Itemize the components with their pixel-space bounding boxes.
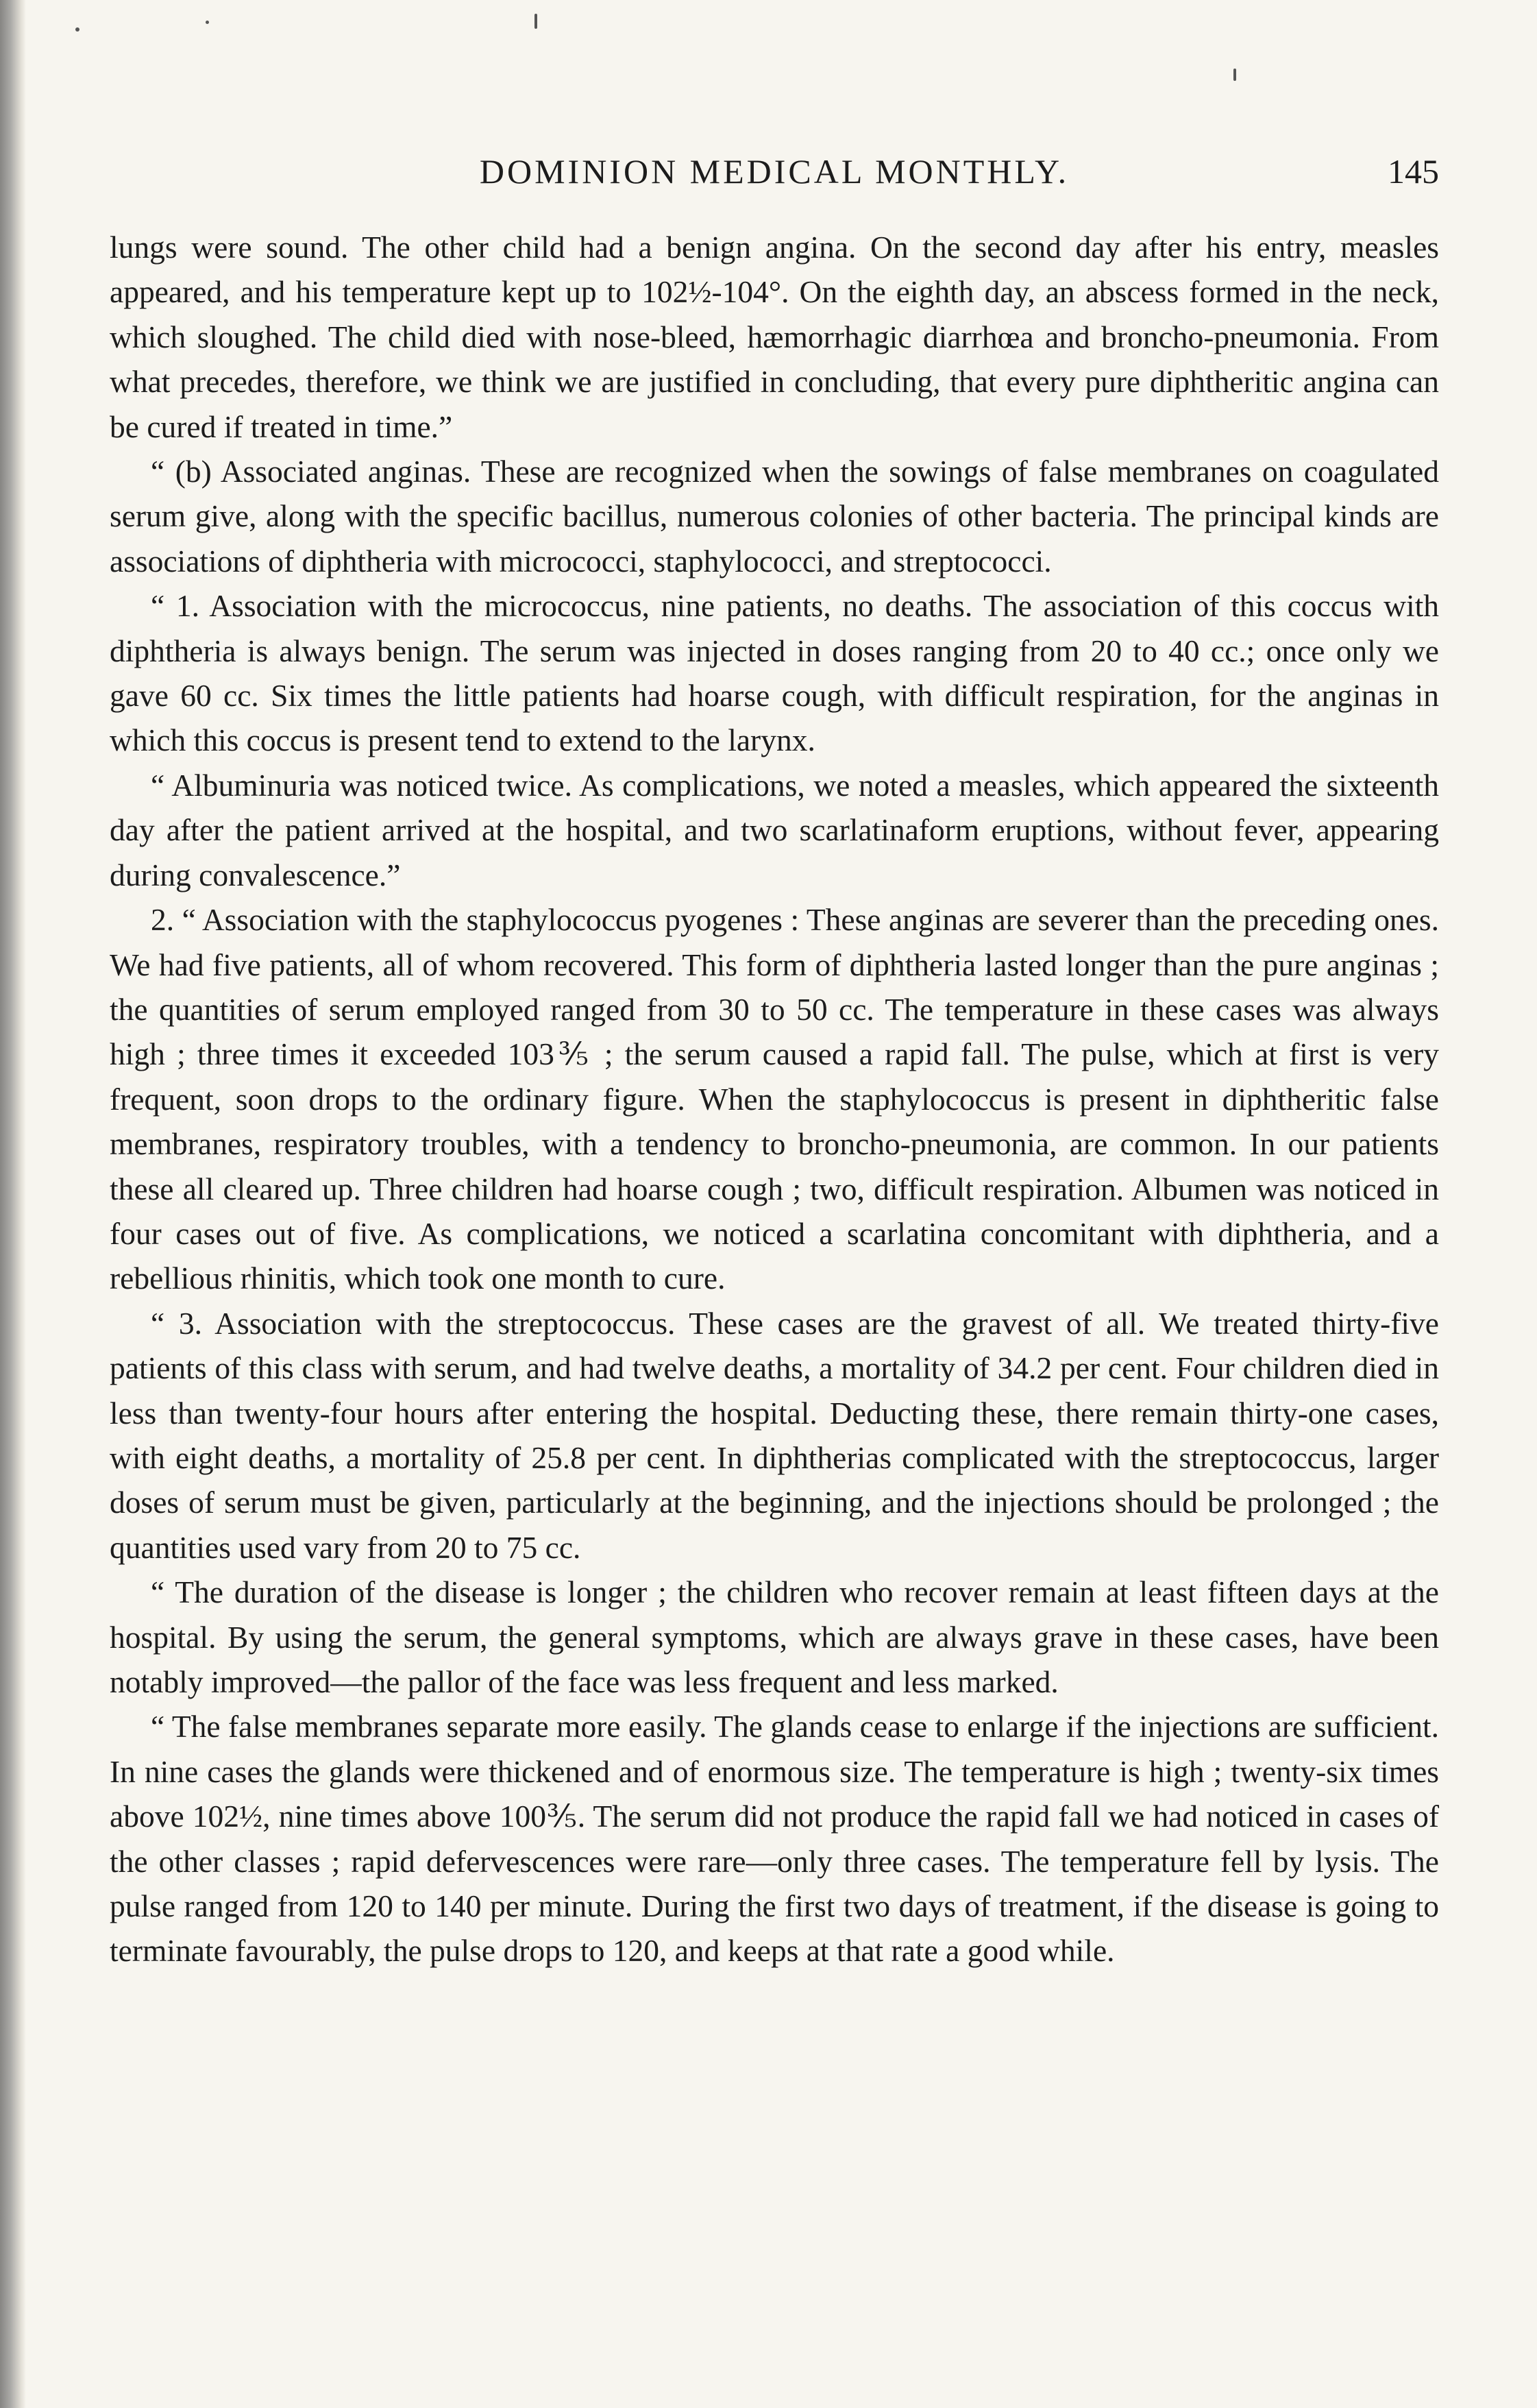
- paragraph: “ The false membranes separate more easily. The glands cease to enlarge if the injections are sufficient. In nine cases the glands were thickened and of enormous size. The temperature is high ; twenty-six times above 102½, nine times above 100⅗. The serum did not produce the rapid fall we had noticed in cases of the other classes ; rapid defervescences were rare—only three cases. The temperature fell by lysis. The pulse ranged from 120 to 140 per minute. During the first two days of treatment, if the disease is going to terminate favourably, the pulse drops to 120, and keeps at that rate a good while.: [110, 1709, 1439, 1969]
- paragraph: “ 3. Association with the streptococcus. These cases are the gravest of all. We treated thirty-five patients of this class with serum, and had twelve deaths, a mortality of 34.2 per cent. Four children died in less than twenty-four hours after entering the hospital. Deducting these, there remain thirty-one cases, with eight deaths, a mortality of 25.8 per cent. In diphtherias complicated with the streptococcus, larger doses of serum must be given, particularly at the beginning, and the injections should be prolonged ; the quantities used vary from 20 to 75 cc.: [110, 1305, 1439, 1565]
- paragraph: “ (b) Associated anginas. These are recognized when the sowings of false membranes on coagulated serum give, along with the specific bacillus, numerous colonies of other bacteria. The principal kinds are associations of diphtheria with micrococci, staphylococci, and streptococci.: [110, 454, 1439, 579]
- ink-speck: [534, 14, 537, 29]
- ink-speck: [75, 27, 79, 32]
- ink-speck: [1233, 69, 1236, 81]
- running-head: [110, 147, 1439, 195]
- paragraph: “ Albuminuria was noticed twice. As complications, we noted a measles, which appeared the sixteenth day after the patient arrived at the hospital, and two scarlatinaform eruptions, without fever, appearing during convalescence.”: [110, 767, 1439, 892]
- running-title: DOMINION MEDICAL MONTHLY.: [479, 152, 1070, 191]
- paragraph: lungs were sound. The other child had a benign angina. On the second day after his entry, measles appeared, and his temperature kept up to 102½-104°. On the eighth day, an abscess formed in the neck, which sloughed. The child died with nose-bleed, hæmorrhagic diarrhœa and broncho-pneumonia. From what precedes, therefore, we think we are justified in concluding, that every pure diphtheritic angina can be cured if treated in time.”: [110, 230, 1439, 444]
- body-text: [110, 225, 1439, 1973]
- ink-speck: [206, 21, 209, 24]
- page-number: 145: [1388, 152, 1439, 191]
- paragraph: 2. “ Association with the staphylococcus pyogenes : These anginas are severer than the preceding ones. We had five patients, all of whom recovered. This form of diphtheria lasted longer than the pure anginas ; the quantities of serum employed ranged from 30 to 50 cc. The temperature in these cases was always high ; three times it exceeded 103⅗ ; the serum caused a rapid fall. The pulse, which at first is very frequent, soon drops to the ordinary figure. When the staphylococcus is present in diphtheritic false membranes, respiratory troubles, with a tendency to broncho-pneumonia, are common. In our patients these all cleared up. Three children had hoarse cough ; two, difficult respiration. Albumen was noticed in four cases out of five. As complications, we noticed a scarlatina concomitant with diphtheria, and a rebellious rhinitis, which took one month to cure.: [110, 902, 1439, 1296]
- paragraph: “ 1. Association with the micrococcus, nine patients, no deaths. The association of this coccus with diphtheria is always benign. The serum was injected in doses ranging from 20 to 40 cc.; once only we gave 60 cc. Six times the little patients had hoarse cough, with difficult respiration, for the anginas in which this coccus is present tend to extend to the larynx.: [110, 588, 1439, 758]
- binding-shadow: [0, 0, 26, 2408]
- paragraph: “ The duration of the disease is longer ; the children who recover remain at least fifteen days at the hospital. By using the serum, the general symptoms, which are always grave in these cases, have been notably improved—the pallor of the face was less frequent and less marked.: [110, 1574, 1439, 1699]
